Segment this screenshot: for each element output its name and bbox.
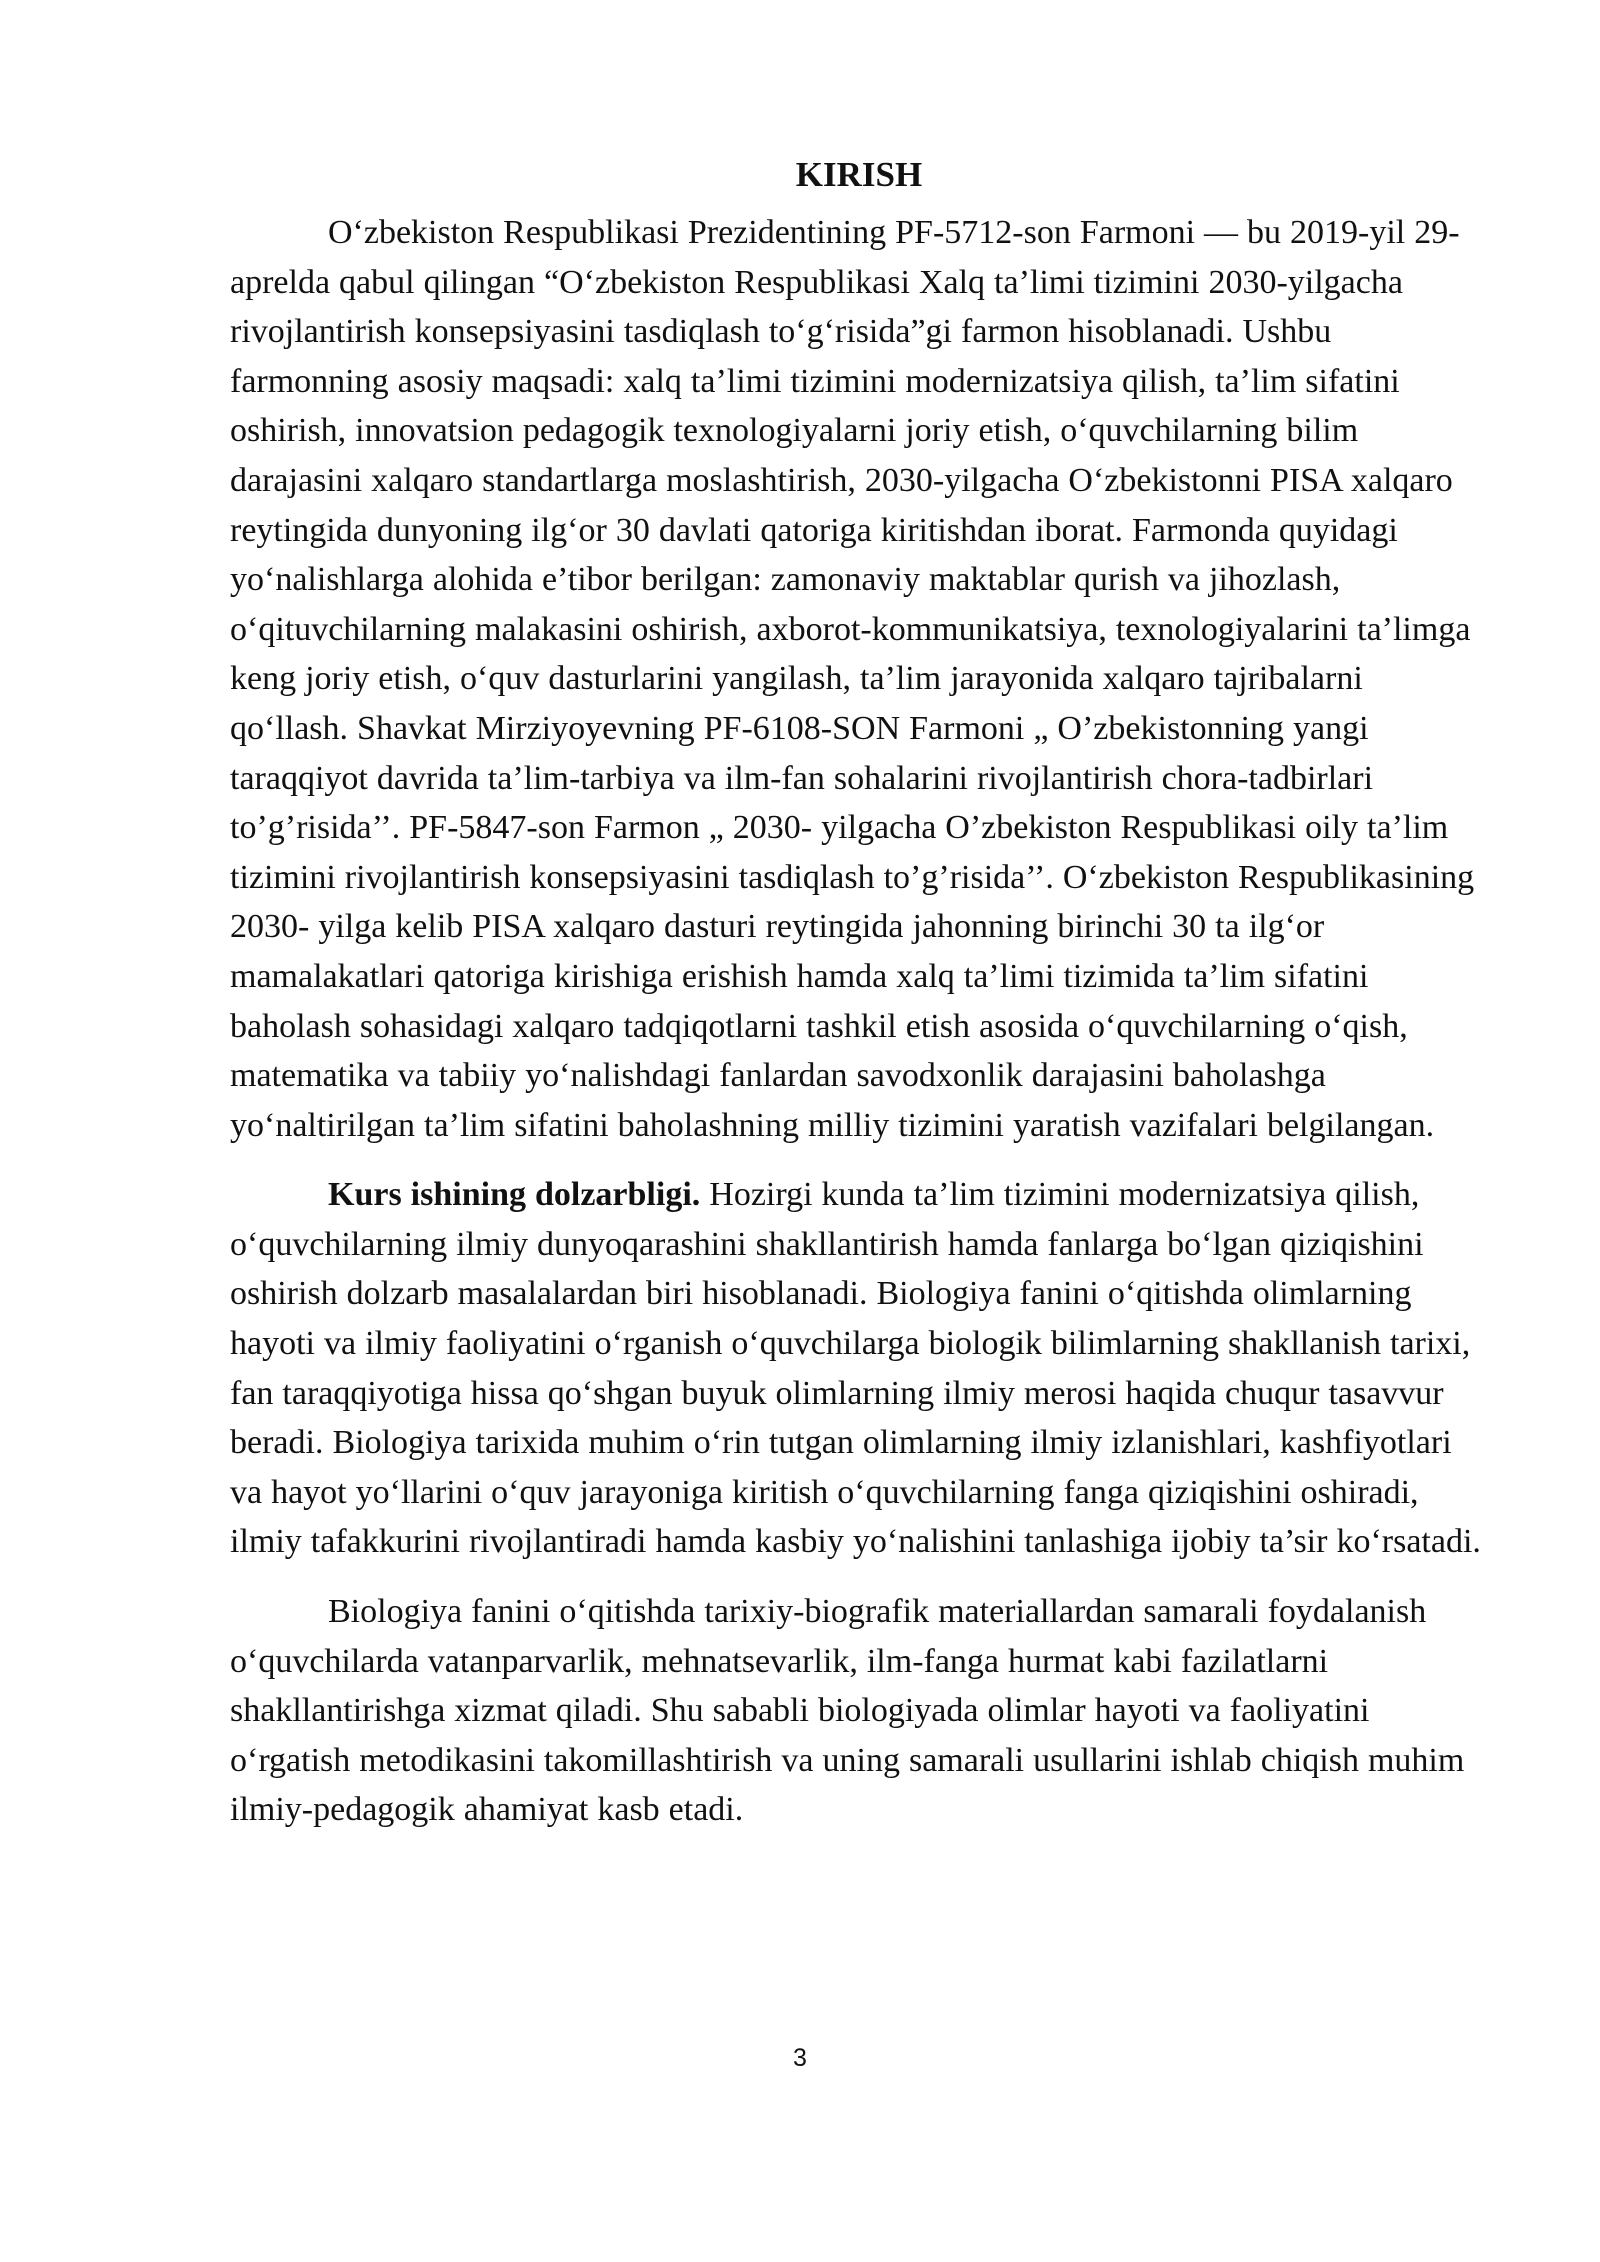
paragraph-relevance-text: Hozirgi kunda ta’lim tizimini modernizatsiya qilish, o‘quvchilarning ilmiy dunyoqarashini shakllantirish hamda fanlarga bo‘lgan qiziqishini oshirish dolzarb masalalardan biri hisoblanadi. Biologiya fanini o‘qitishda olimlarning hayoti va ilmiy faoliyatini o‘rganish o‘quvchilarga biologik bilimlarning shakllanish tarixi, fan taraqqiyotiga hissa qo‘shgan buyuk olimlarning ilmiy merosi haqida chuqur tasavvur beradi. Biologiya tarixida muhim o‘rin tutgan olimlarning ilmiy izlanishlari, kashfiyotlari va hayot yo‘llarini o‘quv jarayoniga kiritish o‘quvchilarning fanga qiziqishini oshiradi, ilmiy tafakkurini rivojlantiradi hamda kasbiy yo‘nalishini tanlashiga ijobiy ta’sir ko‘rsatadi. bbox=[230, 1176, 1481, 1561]
page-content bbox=[230, 150, 1488, 1835]
paragraph-methodology-text: Biologiya fanini o‘qitishda tarixiy-biografik materiallardan samarali foydalanish o‘quvchilarda vatanparvarlik, mehnatsevarlik, ilm-fanga hurmat kabi fazilatlarni shakllantirishga xizmat qiladi. Shu sababli biologiyada olimlar hayoti va faoliyatini o‘rgatish metodikasini takomillashtirish va uning samarali usullarini ishlab chiqish muhim ilmiy-pedagogik ahamiyat kasb etadi. bbox=[230, 1593, 1465, 1829]
paragraph-relevance-lead: Kurs ishining dolzarbligi. bbox=[328, 1176, 701, 1214]
paragraph-methodology bbox=[230, 1587, 1488, 1835]
paragraph-intro bbox=[230, 208, 1488, 1150]
paragraph-intro-text: O‘zbekiston Respublikasi Prezidentining PF-5712-son Farmoni — bu 2019-yil 29-aprelda qabul qilingan “O‘zbekiston Respublikasi Xalq ta’limi tizimini 2030-yilgacha rivojlantirish konsepsiyasini tasdiqlash to‘g‘risida”gi farmon hisoblanadi. Ushbu farmonning asosiy maqsadi: xalq ta’limi tizimini modernizatsiya qilish, ta’lim sifatini oshirish, innovatsion pedagogik texnologiyalarni joriy etish, o‘quvchilarning bilim darajasini xalqaro standartlarga moslashtirish, 2030-yilgacha O‘zbekistonni PISA xalqaro reytingida dunyoning ilg‘or 30 davlati qatoriga kiritishdan iborat. Farmonda quyidagi yo‘nalishlarga alohida e’tibor berilgan: zamonaviy maktablar qurish va jihozlash, o‘qituvchilarning malakasini oshirish, axborot-kommunikatsiya, texnologiyalarini ta’limga keng joriy etish, o‘quv dasturlarini yangilash, ta’lim jarayonida xalqaro tajribalarni qo‘llash. Shavkat Mirziyoyevning PF-6108-SON Farmoni „ O’zbekistonning yangi taraqqiyot davrida ta’lim-tarbiya va ilm-fan sohalarini rivojlantirish chora-tadbirlari to’g’risida’’. PF-5847-son Farmon „ 2030- yilgacha O’zbekiston Respublikasi oily ta’lim tizimini rivojlantirish konsepsiyasini tasdiqlash to’g’risida’’. O‘zbekiston Respublikasining 2030- yilga kelib PISA xalqaro dasturi reytingida jahonning birinchi 30 ta ilg‘or mamalakatlari qatoriga kirishiga erishish hamda xalq ta’limi tizimida ta’lim sifatini baholash sohasidagi xalqaro tadqiqotlarni tashkil etish asosida o‘quvchilarning o‘qish, matematika va tabiiy yo‘nalishdagi fanlardan savodxonlik darajasini baholashga yo‘naltirilgan ta’lim sifatini baholashning milliy tizimini yaratish vazifalari belgilangan. bbox=[230, 214, 1475, 1144]
page-heading: KIRISH bbox=[795, 155, 923, 194]
paragraph-relevance bbox=[230, 1170, 1488, 1567]
page-number: 3 bbox=[793, 2044, 807, 2072]
